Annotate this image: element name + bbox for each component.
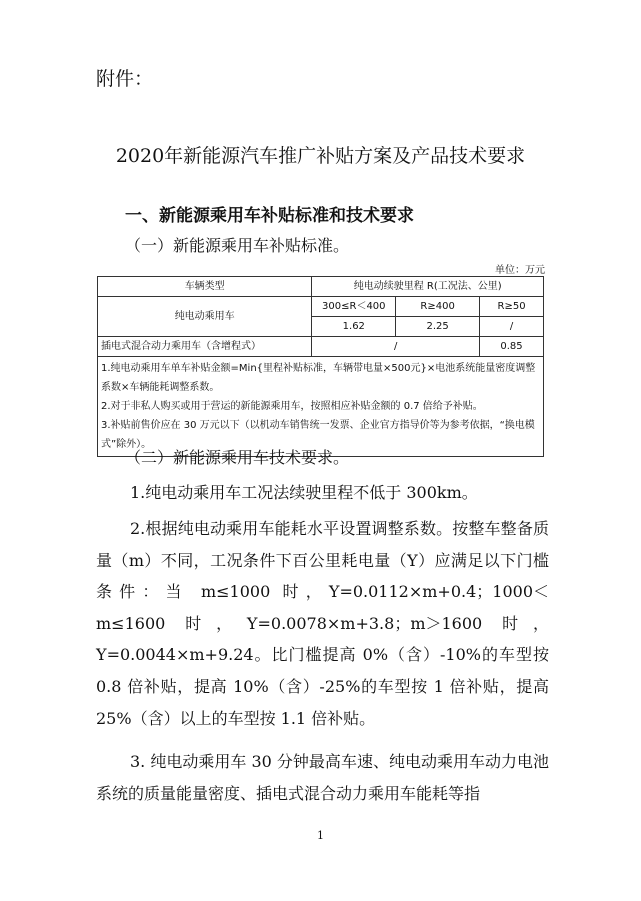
body-paragraph: 3. 纯电动乘用车 30 分钟最高车速、纯电动乘用车动力电池系统的质量能量密度、插电式混合动力乘用车能耗等指 xyxy=(96,752,549,803)
table-cell: 2.25 xyxy=(396,317,480,337)
table-cell: 1.62 xyxy=(312,317,396,337)
table-note: 1.纯电动乘用车单车补贴金额=Min{里程补贴标准，车辆带电量×500元}×电池系统能量密度调整系数×车辆能耗调整系数。 xyxy=(101,363,536,393)
table-note: 2.对于非私人购买或用于营运的新能源乘用车，按照相应补贴金额的 0.7 倍给予补贴。 xyxy=(101,401,483,412)
table-notes-row xyxy=(98,357,544,457)
body-paragraph: 2.根据纯电动乘用车能耗水平设置调整系数。按整车整备质量（m）不同，工况条件下百公里耗电量（Y）应满足以下门槛条件：当 m≤1000 时，Y=0.0112×m+0.4；1000＜m≤1600 时，Y=0.0078×m+3.8；m＞1600 时，Y=0.0044×m+9.24。比门槛提高 0%（含）-10%的车型按 0.8 倍补贴，提高 10%（含）-25%的车型按 1 倍补贴，提高 25%（含）以上的车型按 1.1 倍补贴。 xyxy=(96,519,549,728)
range-column-header: R≥400 xyxy=(396,297,480,317)
range-column-header: R≥50 xyxy=(480,297,544,317)
vehicle-type-cell: 纯电动乘用车 xyxy=(98,297,312,337)
table-cell: / xyxy=(312,337,480,357)
vehicle-type-cell: 插电式混合动力乘用车（含增程式） xyxy=(98,337,312,357)
page-number: 1 xyxy=(317,829,324,842)
document-title: 2020年新能源汽车推广补贴方案及产品技术要求 xyxy=(115,145,526,167)
table-notes xyxy=(98,357,544,457)
table-cell: 0.85 xyxy=(480,337,544,357)
header-range: 纯电动续驶里程 R(工况法、公里) xyxy=(312,277,544,297)
table-note: 3.补贴前售价应在 30 万元以下（以机动车销售统一发票、企业官方指导价等为参考依据，“换电模式”除外）。 xyxy=(101,420,535,450)
subsection-heading: （一）新能源乘用车补贴标准。 xyxy=(125,236,350,255)
section-heading: 一、新能源乘用车补贴标准和技术要求 xyxy=(125,206,414,226)
subsidy-table xyxy=(97,276,544,457)
header-vehicle-type: 车辆类型 xyxy=(98,277,312,297)
table-row xyxy=(98,297,544,317)
subsection-heading: （二）新能源乘用车技术要求。 xyxy=(125,448,350,467)
attachment-label: 附件： xyxy=(96,68,154,90)
table-row xyxy=(98,337,544,357)
range-column-header: 300≤R＜400 xyxy=(312,297,396,317)
body-paragraph: 1.纯电动乘用车工况法续驶里程不低于 300km。 xyxy=(130,483,478,502)
table-cell: / xyxy=(480,317,544,337)
unit-label: 单位：万元 xyxy=(495,265,545,276)
table-header-row xyxy=(98,277,544,297)
